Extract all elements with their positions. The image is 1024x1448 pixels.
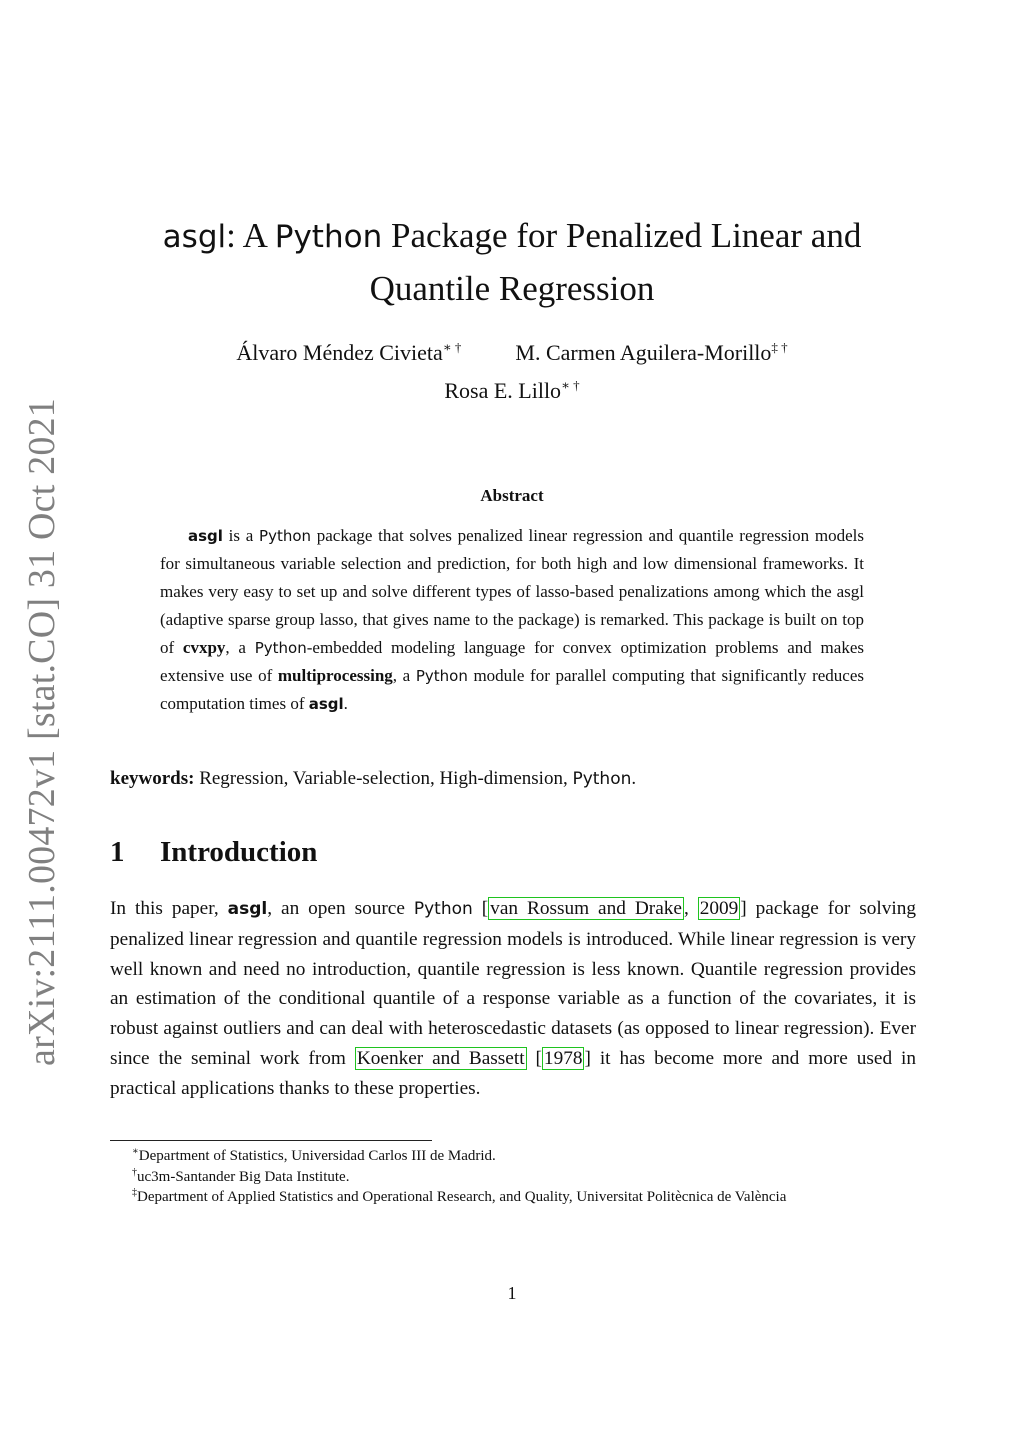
footnote-text: Department of Statistics, Universidad Carlos III de Madrid. xyxy=(138,1148,496,1164)
abstract-heading: Abstract xyxy=(480,486,544,505)
abstract-text-run: package that solves penalized linear regression and quantile regression models for simultaneous variable selection and prediction, for both high and low dimensional frameworks. It makes very easy to set up and solve different types of lasso-based penalizations among which the asgl (adaptive sparse group lasso, that gives name to the package) is remarked. This package is built on top of xyxy=(160,526,864,657)
author xyxy=(444,378,579,403)
cvxpy-name: cvxpy xyxy=(182,638,226,657)
footnote-divider xyxy=(110,1140,432,1141)
keywords-text: Regression, Variable-selection, High-dimension, xyxy=(194,768,573,789)
footnote-text: uc3m-Santander Big Data Institute. xyxy=(137,1168,350,1185)
author xyxy=(236,340,461,366)
package-name: asgl xyxy=(227,899,268,919)
author-affiliation-marks: ∗ † xyxy=(442,339,462,355)
abstract-text-run: , a xyxy=(225,638,255,657)
python-name: Python xyxy=(572,769,632,789)
author-name: Álvaro Méndez Civieta xyxy=(236,340,443,365)
intro-text-run: , an open source xyxy=(267,898,414,919)
python-name: Python xyxy=(415,667,468,685)
title-text: Package for Penalized Linear and xyxy=(382,216,862,255)
author-name: M. Carmen Aguilera-Morillo xyxy=(515,340,772,365)
citation-link-year[interactable]: 2009 xyxy=(699,898,739,919)
abstract-text-run: is a xyxy=(222,526,260,545)
title-line-2: Quantile Regression xyxy=(369,269,655,308)
footnotes xyxy=(110,1146,916,1208)
section-number: 1 xyxy=(110,836,125,868)
footnote xyxy=(110,1187,916,1208)
page-number: 1 xyxy=(507,1283,517,1303)
title-python: Python xyxy=(274,219,383,255)
arxiv-identifier-stamp: arXiv:2111.00472v1 [stat.CO] 31 Oct 2021 xyxy=(21,398,63,1066)
intro-text-run: , xyxy=(683,898,698,919)
citation-link-authors[interactable]: van Rossum and Drake xyxy=(490,898,682,919)
intro-text-run: ] package for solving penalized linear regression and quantile regression models is introduced. While linear regression is very well known and need no introduction, quantile regression is less known. Quantile regression provides an estimation of the conditional quantile of a response variable as a function of the covariates, it is robust against outliers and can deal with heteroscedastic datasets (as opposed to linear regression). Ever since the seminal work from xyxy=(110,898,916,1069)
section-heading xyxy=(110,836,914,869)
author-affiliation-marks: ∗ † xyxy=(561,377,580,393)
abstract-text-run: module for parallel computing that significantly reduces computation times of xyxy=(160,666,865,713)
multiprocessing-name: multiprocessing xyxy=(277,666,393,685)
author-list-row-2 xyxy=(110,378,914,404)
footnote-text: Department of Applied Statistics and Operational Research, and Quality, Universitat Politècnica de València xyxy=(137,1189,787,1205)
title-package-name: asgl xyxy=(162,219,227,255)
abstract-text-run: . xyxy=(343,694,348,713)
footnote xyxy=(110,1146,916,1167)
abstract-text-run: , a xyxy=(392,666,416,685)
package-name: asgl xyxy=(188,527,223,545)
author xyxy=(515,340,787,366)
citation-link-authors[interactable]: Koenker and Bassett xyxy=(356,1047,525,1069)
paper-title xyxy=(110,210,914,315)
intro-text-run: [ xyxy=(526,1047,542,1069)
footnote-mark: ‡ xyxy=(132,1187,137,1198)
footnote xyxy=(110,1167,916,1188)
keywords-line xyxy=(110,768,914,790)
abstract-text xyxy=(160,522,864,718)
footnote-mark: ∗ xyxy=(132,1146,139,1157)
intro-text-run: In this paper, xyxy=(110,898,228,919)
python-name: Python xyxy=(413,899,473,919)
author-list xyxy=(110,340,914,366)
author-name: Rosa E. Lillo xyxy=(444,378,562,403)
intro-text-run: ] it has become more and more used in practical applications thanks to these properties. xyxy=(110,1047,916,1099)
abstract-text-run: -embedded modeling language for convex optimization problems and makes extensive use of xyxy=(160,638,864,685)
title-text: : A xyxy=(226,216,275,255)
python-name: Python xyxy=(254,639,307,657)
introduction-paragraph xyxy=(110,894,916,1104)
keywords-text: . xyxy=(631,768,637,789)
footnote-mark: † xyxy=(132,1166,137,1178)
python-name: Python xyxy=(259,527,312,545)
keywords-label: keywords: xyxy=(110,768,195,789)
intro-text-run: [ xyxy=(472,898,489,919)
author-affiliation-marks: ‡ † xyxy=(771,339,788,355)
package-name: asgl xyxy=(308,695,344,713)
citation-link-year[interactable]: 1978 xyxy=(543,1047,583,1069)
section-title: Introduction xyxy=(160,836,318,868)
